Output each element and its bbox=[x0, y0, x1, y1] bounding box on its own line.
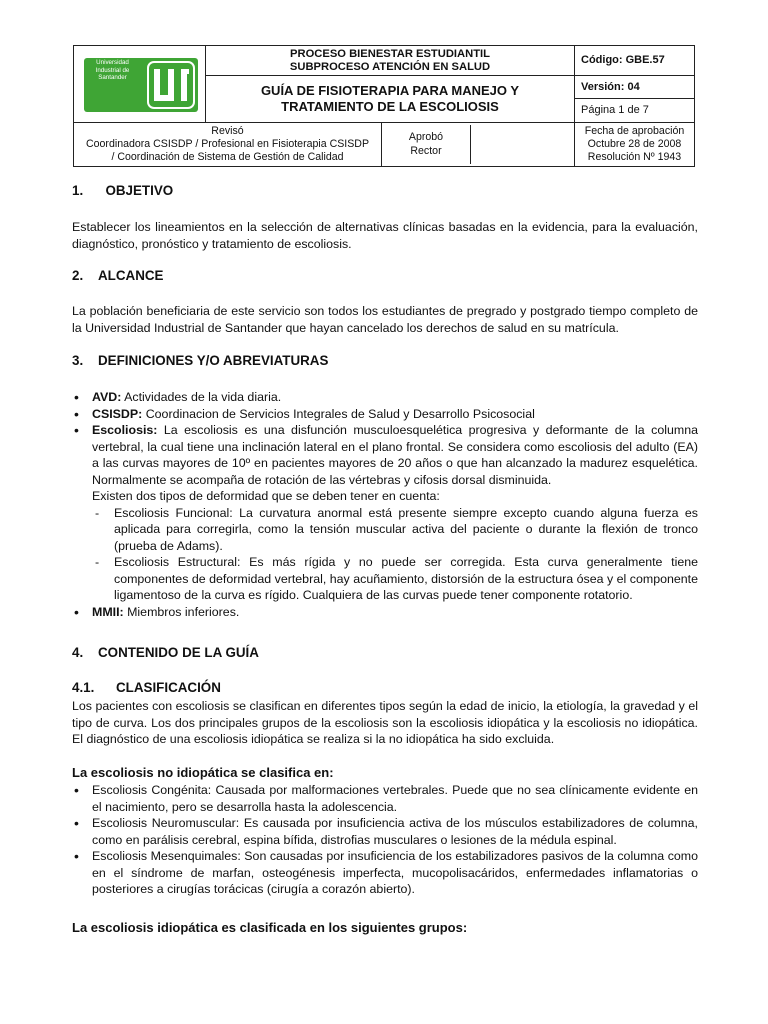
idiopathic-heading: La escoliosis idiopática es clasificada en los siguientes grupos: bbox=[72, 920, 468, 935]
non-idiopathic-item: • Escoliosis Congénita: Causada por malformaciones vertebrales. Puede que no sea clínicamente evidente en el nacimiento, pero se desarrolla hasta la adolescencia. bbox=[72, 782, 698, 815]
reviewed-by-line-1: Coordinadora CSISDP / Profesional en Fisioterapia CSISDP bbox=[85, 137, 370, 150]
section-4-title: CONTENIDO DE LA GUÍA bbox=[98, 645, 259, 660]
approval-date-label: Fecha de aprobación bbox=[584, 124, 685, 137]
logo-cell bbox=[74, 46, 206, 123]
process-cell bbox=[206, 46, 575, 76]
approved-label: Aprobó bbox=[408, 131, 444, 144]
section-2-number: 2. bbox=[72, 268, 84, 283]
definition-avd: • AVD: Actividades de la vida diaria. bbox=[72, 389, 698, 406]
deformity-types-intro: Existen dos tipos de deformidad que se deben tener en cuenta: bbox=[92, 489, 440, 503]
section-2-title: ALCANCE bbox=[98, 268, 164, 283]
guide-title-line-1: GUÍA DE FISIOTERAPIA PARA MANEJO Y bbox=[260, 83, 520, 98]
resolution-number: Resolución Nº 1943 bbox=[587, 151, 682, 164]
deformity-functional: - Escoliosis Funcional: La curvatura anormal está presente siempre excepto cuando alguna fuerza es aplicada para corregirla, como la tensión muscular activa del paciente o durante la flexión de tronco (prueba de Adams). bbox=[92, 505, 698, 555]
section-2-heading bbox=[72, 268, 163, 285]
logo-text: Universidad Industrial de Santander bbox=[95, 59, 130, 81]
section-4-heading bbox=[72, 645, 259, 662]
document-code: Código: GBE.57 bbox=[575, 46, 695, 76]
section-3-heading bbox=[72, 353, 328, 370]
non-idiopathic-list bbox=[72, 782, 698, 898]
section-1-title: OBJETIVO bbox=[105, 183, 174, 198]
section-4-1-number: 4.1. bbox=[72, 680, 95, 695]
subprocess-title: SUBPROCESO ATENCIÓN EN SALUD bbox=[289, 60, 491, 73]
definition-escoliosis: • Escoliosis: La escoliosis es una disfunción musculoesquelética progresiva y deformante de la columna vertebral, la cual tiene una inclinación lateral en el plano frontal. Se considera como escoliosis del adulto (EA) a las curvas mayores de 10º en pacientes mayores de 20 años o que han alcanzado la madurez esquelética. Normalmente se acompaña de rotación de las vértebras y cifosis dorsal disminuida. Existen dos tipos de deformidad que se deben tener en cuenta: - Escoliosis Funcional: La curvatura anormal está presente siempre excepto cuando alguna fuerza es aplicada para corregirla, como la tensión muscular activa del paciente o durante la flexión de tronco (prueba de Adams). - Escoliosis Estructural: Es más rígida y no puede ser corregida. Esta curva generalmente tiene componentes de deformidad vertebral, hay acuñamiento, distorsión de la estructura ósea y el componente ligamentoso de la curva es rígido. Cualquiera de las curvas puede tener componente rotatorio. bbox=[72, 422, 698, 604]
page-number: Página 1 de 7 bbox=[581, 104, 649, 116]
approved-cell bbox=[382, 123, 575, 167]
definition-csisdp: • CSISDP: Coordinacion de Servicios Integrales de Salud y Desarrollo Psicosocial bbox=[72, 406, 698, 423]
section-1-heading bbox=[72, 183, 173, 200]
section-4-1-title: CLASIFICACIÓN bbox=[116, 680, 221, 695]
guide-title-line-2: TRATAMIENTO DE LA ESCOLIOSIS bbox=[281, 99, 499, 114]
approval-date-cell bbox=[575, 123, 695, 167]
section-3-number: 3. bbox=[72, 353, 84, 368]
reviewed-label: Revisó bbox=[211, 124, 244, 137]
definitions-list bbox=[72, 389, 698, 620]
reviewed-by-line-2: / Coordinación de Sistema de Gestión de Calidad bbox=[111, 151, 344, 164]
document-version: Versión: 04 bbox=[575, 76, 694, 99]
section-4-1-heading bbox=[72, 680, 221, 697]
section-3-title: DEFINICIONES Y/O ABREVIATURAS bbox=[98, 353, 329, 368]
deformity-structural: - Escoliosis Estructural: Es más rígida y no puede ser corregida. Esta curva generalmente tiene componentes de deformidad vertebral, hay acuñamiento, distorsión de la estructura ósea y el componente ligamentoso de la curva es rígido. Cualquiera de las curvas puede tener componente rotatorio. bbox=[92, 554, 698, 604]
non-idiopathic-item: • Escoliosis Neuromuscular: Es causada por insuficiencia activa de los músculos estabilizadores de columna, como en parálisis cerebral, espina bífida, distrofias musculares o lesiones de la médula espinal. bbox=[72, 815, 698, 848]
reviewed-cell bbox=[74, 123, 382, 167]
deformity-types-list bbox=[92, 505, 698, 604]
version-page-cell bbox=[575, 76, 695, 123]
definition-mmii: • MMII: Miembros inferiores. bbox=[72, 604, 698, 621]
non-idiopathic-item: • Escoliosis Mesenquimales: Son causadas por insuficiencia de los estabilizadores pasivos de la columna como en el síndrome de marfan, osteogénesis imperfecta, mucopolisacáridos, enfermedades inflamatorias o posteriores a cirugías torácicas (cirugía a corazón abierto). bbox=[72, 848, 698, 898]
scope-text: La población beneficiaria de este servicio son todos los estudiantes de pregrado y postgrado tiempo completo de la Universidad Industrial de Santander que hayan cancelado los derechos de salud en su matrícula. bbox=[72, 304, 698, 335]
section-4-number: 4. bbox=[72, 645, 84, 660]
classification-text: Los pacientes con escoliosis se clasifican en diferentes tipos según la edad de inicio, la etiología, la gravedad y el tipo de curva. Los dos principales grupos de la escoliosis son la escoliosis idiopática y la escoliosis no idiopática. El diagnóstico de una escoliosis idiopática se realiza si la no idiopática ha sido excluida. bbox=[72, 699, 698, 746]
process-title: PROCESO BIENESTAR ESTUDIANTIL bbox=[290, 47, 490, 60]
objective-text: Establecer los lineamientos en la selección de alternativas clínicas basadas en la evidencia, para la evaluación, diagnóstico, pronóstico y tratamiento de escoliosis. bbox=[72, 220, 698, 251]
approved-by: Rector bbox=[410, 144, 442, 157]
approval-date: Octubre 28 de 2008 bbox=[587, 137, 682, 150]
section-1-number: 1. bbox=[72, 183, 84, 198]
document-header-table bbox=[73, 45, 695, 167]
guide-title-cell bbox=[206, 76, 575, 123]
non-idiopathic-heading: La escoliosis no idiopática se clasifica en: bbox=[72, 765, 334, 780]
